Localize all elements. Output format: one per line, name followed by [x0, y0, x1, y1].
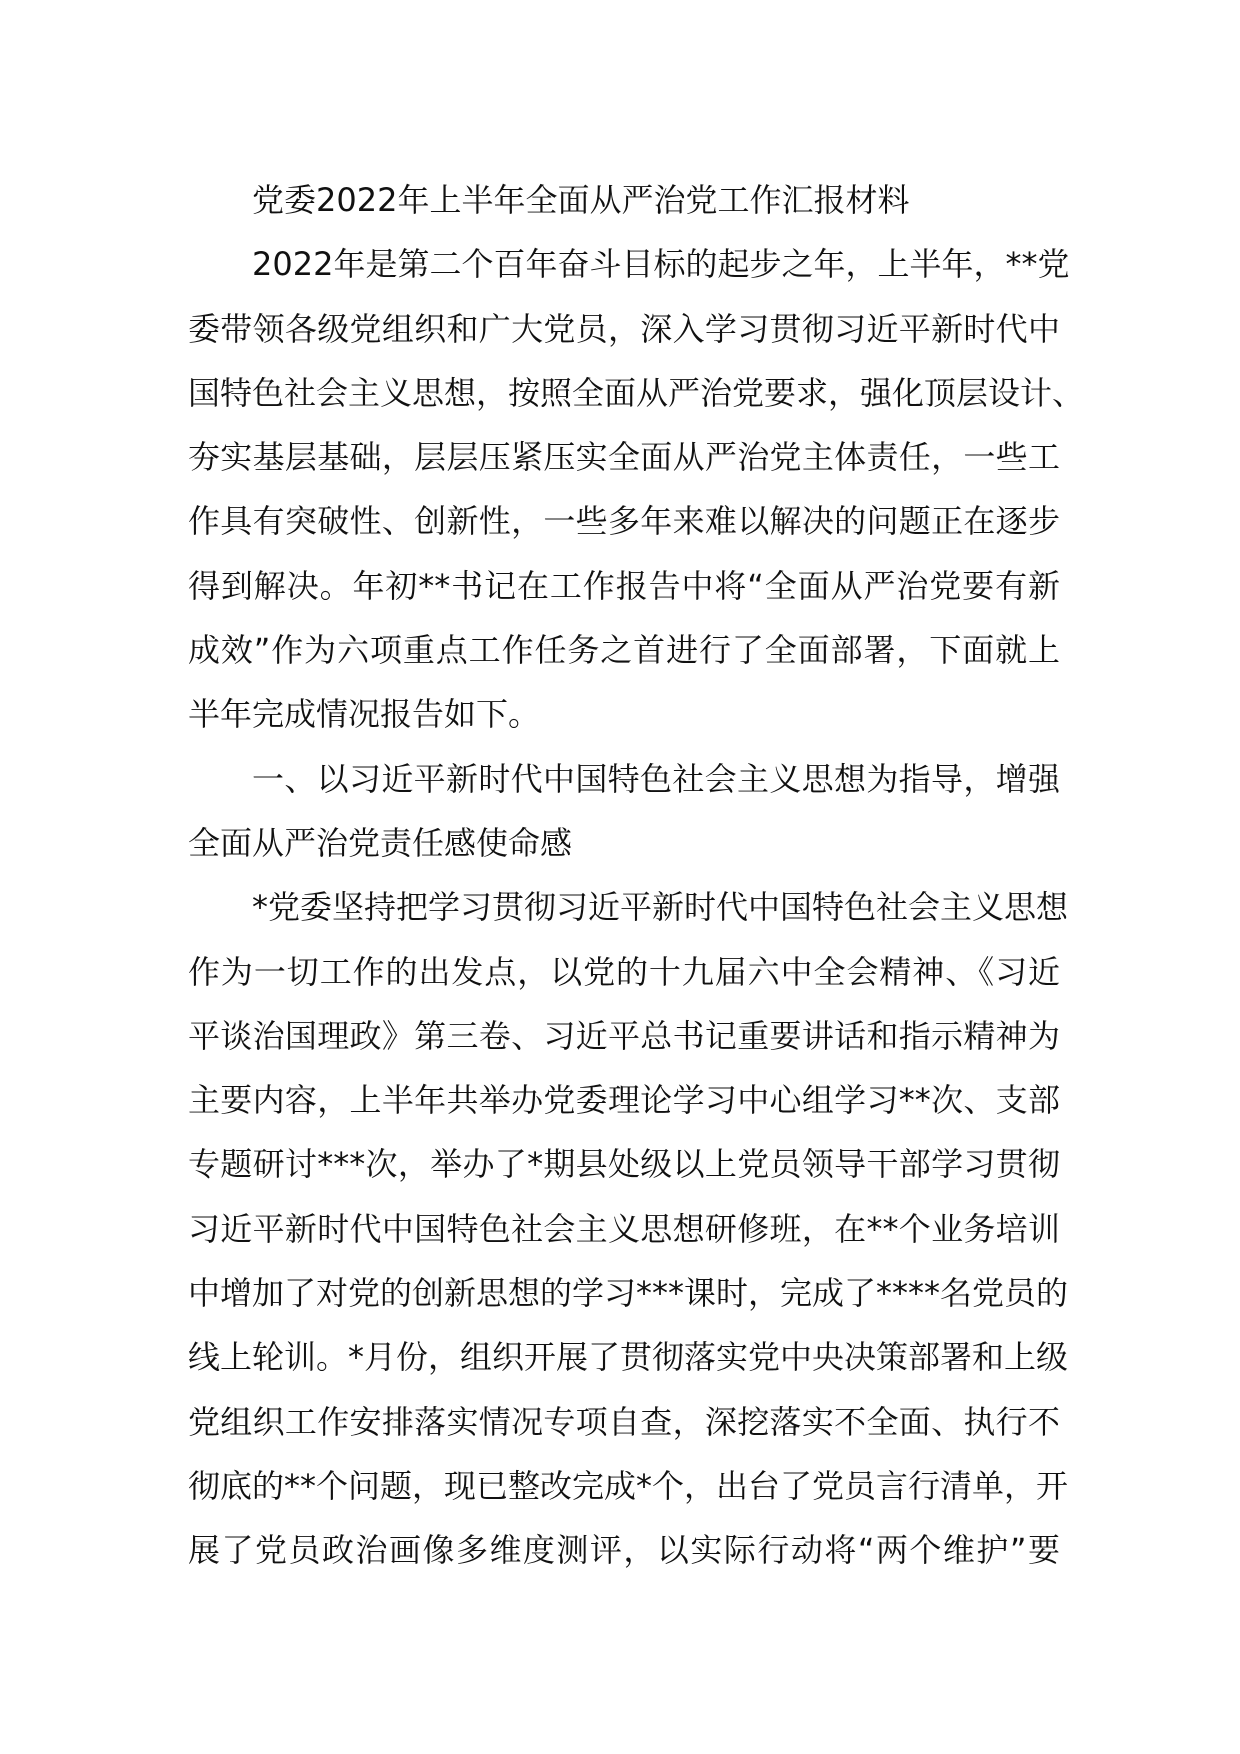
paragraph-line: 彻底的**个问题，现已整改完成*个，出台了党员言行清单，开: [188, 1466, 1069, 1505]
paragraph-line: 作具有突破性、创新性，一些多年来难以解决的问题正在逐步: [188, 502, 1060, 541]
paragraph-line: 专题研讨***次，举办了*期县处级以上党员领导干部学习贯彻: [188, 1145, 1060, 1184]
paragraph-line: 国特色社会主义思想，按照全面从严治党要求，强化顶层设计、: [188, 373, 1085, 412]
paragraph-line: 主要内容，上半年共举办党委理论学习中心组学习**次、支部: [188, 1081, 1060, 1120]
paragraph-line: 委带领各级党组织和广大党员，深入学习贯彻习近平新时代中: [188, 309, 1060, 348]
paragraph-line: 习近平新时代中国特色社会主义思想研修班，在**个业务培训: [188, 1209, 1060, 1248]
paragraph-line: 展了党员政治画像多维度测评，以实际行动将“两个维护”要: [188, 1531, 1060, 1570]
document-title: 党委2022年上半年全面从严治党工作汇报材料: [252, 181, 910, 219]
paragraph-line: 中增加了对党的创新思想的学习***课时，完成了****名党员的: [188, 1274, 1069, 1313]
paragraph-line: *党委坚持把学习贯彻习近平新时代中国特色社会主义思想: [252, 888, 1069, 927]
paragraph-line: 成效”作为六项重点工作任务之首进行了全面部署，下面就上: [188, 631, 1060, 670]
paragraph-line: 半年完成情况报告如下。: [188, 695, 541, 734]
heading-line: 一、以习近平新时代中国特色社会主义思想为指导，增强: [252, 759, 1060, 798]
paragraph-line: 夯实基层基础，层层压紧压实全面从严治党主体责任，一些工: [188, 438, 1060, 477]
paragraph-line: 党组织工作安排落实情况专项自查，深挖落实不全面、执行不: [188, 1402, 1060, 1441]
paragraph-line: 2022年是第二个百年奋斗目标的起步之年，上半年，**党: [252, 245, 1070, 284]
heading-line: 全面从严治党责任感使命感: [188, 823, 573, 862]
section-heading-1: [188, 747, 1060, 876]
paragraph-line: 线上轮训。*月份，组织开展了贯彻落实党中央决策部署和上级: [188, 1338, 1069, 1377]
document-body: [188, 168, 1085, 1583]
paragraph-line: 平谈治国理政》第三卷、习近平总书记重要讲话和指示精神为: [188, 1016, 1060, 1055]
paragraph-line: 作为一切工作的出发点，以党的十九届六中全会精神、《习近: [188, 952, 1060, 991]
paragraph-intro: [188, 232, 1085, 746]
paragraph-section-1: [188, 875, 1069, 1582]
paragraph-line: 得到解决。年初**书记在工作报告中将“全面从严治党要有新: [188, 566, 1060, 605]
